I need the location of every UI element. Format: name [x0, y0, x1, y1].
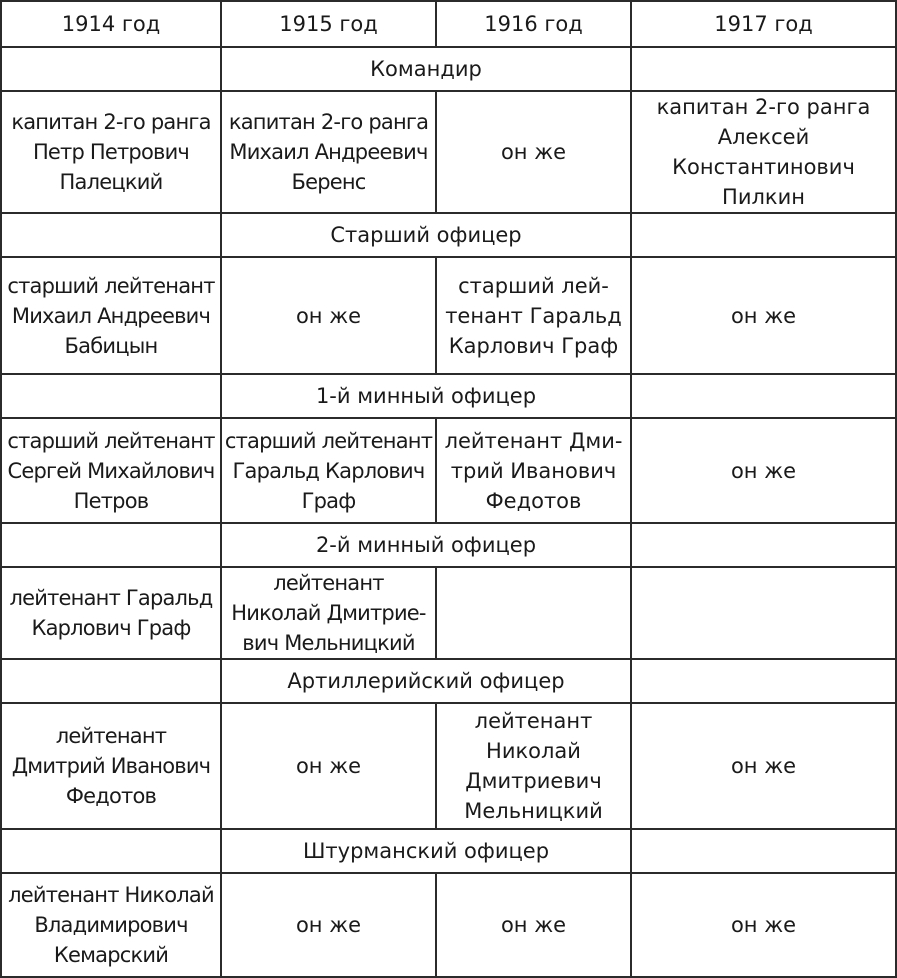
officer-cell	[631, 91, 896, 213]
cell-text-line: Карлович Граф	[31, 616, 191, 640]
officer-cell	[1, 418, 221, 523]
section-title: Старший офицер	[221, 213, 631, 257]
cell-text-line: он же	[730, 754, 797, 778]
officer-row	[1, 91, 896, 213]
empty-cell	[436, 567, 631, 659]
cell-text-line: старший лейтенант	[224, 428, 433, 453]
empty-cell	[631, 213, 896, 257]
cell-text-line: лейтенант	[474, 709, 593, 733]
cell-text-line: старший лей-	[458, 273, 609, 298]
cell-text-line: Гаральд Карлович	[232, 458, 425, 483]
cell-text-line: Сергей Михайлович	[7, 458, 215, 483]
officer-cell	[436, 703, 631, 829]
cell-text-line: Петр Петрович	[32, 140, 190, 164]
cell-text-line: Дмитриевич	[465, 769, 602, 793]
cell-text-line: Палецкий	[59, 170, 163, 194]
section-title: Командир	[221, 47, 631, 91]
section-header-row	[1, 659, 896, 703]
officer-cell	[221, 567, 436, 659]
year-header-cell: 1915 год	[221, 1, 436, 47]
officer-row	[1, 257, 896, 374]
section-header-row	[1, 47, 896, 91]
cell-text-line: лейтенант Николай	[8, 883, 214, 907]
cell-text-line: Константинович	[672, 155, 855, 179]
officer-cell	[436, 257, 631, 374]
year-header-cell: 1916 год	[436, 1, 631, 47]
officer-cell	[631, 703, 896, 829]
cell-text-line: он же	[295, 303, 362, 328]
cell-text-line: тенант Гаральд	[445, 303, 622, 328]
empty-cell	[1, 47, 221, 91]
empty-cell	[631, 567, 896, 659]
cell-text-line: Пилкин	[722, 185, 805, 209]
cell-text-line: вич Мельницкий	[242, 631, 415, 655]
officer-cell	[221, 418, 436, 523]
year-header-row	[1, 1, 896, 47]
officer-cell	[436, 873, 631, 977]
section-title: Артиллерийский офицер	[221, 659, 631, 703]
cell-text-line: Беренс	[291, 170, 366, 194]
section-header-row	[1, 374, 896, 418]
empty-cell	[1, 659, 221, 703]
cell-text-line: Петров	[73, 488, 149, 513]
officer-row	[1, 418, 896, 523]
empty-cell	[1, 829, 221, 873]
cell-text-line: Кемарский	[53, 943, 169, 967]
empty-cell	[1, 374, 221, 418]
officer-cell	[631, 418, 896, 523]
cell-text-line: Владимирович	[34, 913, 188, 937]
cell-text-line: капитан 2-го ранга	[11, 110, 211, 134]
cell-text-line: Алексей	[717, 125, 810, 149]
cell-text-line: Михаил Андреевич	[229, 140, 428, 164]
cell-text-line: Мельницкий	[464, 799, 603, 823]
cell-text-line: он же	[500, 913, 567, 937]
cell-text-line: он же	[295, 754, 362, 778]
empty-cell	[631, 523, 896, 567]
cell-text-line: он же	[730, 913, 797, 937]
officer-cell	[1, 91, 221, 213]
officer-cell	[1, 567, 221, 659]
empty-cell	[1, 523, 221, 567]
officer-cell	[1, 873, 221, 977]
officer-row	[1, 703, 896, 829]
cell-text-line: Дмитрий Иванович	[11, 754, 211, 778]
section-title: Штурманский офицер	[221, 829, 631, 873]
cell-text-line: Николай Дмитрие-	[231, 601, 426, 625]
officer-cell	[221, 703, 436, 829]
empty-cell	[631, 374, 896, 418]
cell-text-line: старший лейтенант	[7, 273, 215, 298]
cell-text-line: Граф	[301, 488, 356, 513]
officer-cell	[631, 873, 896, 977]
cell-text-line: он же	[730, 458, 797, 483]
year-header-cell: 1914 год	[1, 1, 221, 47]
section-title: 2-й минный офицер	[221, 523, 631, 567]
empty-cell	[631, 659, 896, 703]
cell-text-line: Федотов	[65, 784, 157, 808]
empty-cell	[631, 47, 896, 91]
officer-row	[1, 873, 896, 977]
officer-cell	[1, 257, 221, 374]
officer-cell	[436, 91, 631, 213]
officer-cell	[1, 703, 221, 829]
cell-text-line: трий Иванович	[450, 458, 617, 483]
officer-cell	[436, 418, 631, 523]
officer-row	[1, 567, 896, 659]
cell-text-line: капитан 2-го ранга	[228, 110, 429, 134]
officer-cell	[221, 257, 436, 374]
section-header-row	[1, 213, 896, 257]
cell-text-line: Николай	[486, 739, 581, 763]
cell-text-line: Федотов	[485, 488, 582, 513]
cell-text-line: Бабицын	[64, 333, 158, 358]
cell-text-line: Михаил Андреевич	[11, 303, 211, 328]
empty-cell	[1, 213, 221, 257]
cell-text-line: лейтенант	[273, 571, 384, 595]
cell-text-line: капитан 2-го ранга	[656, 95, 871, 119]
cell-text-line: он же	[500, 140, 567, 164]
section-title: 1-й минный офицер	[221, 374, 631, 418]
section-header-row	[1, 523, 896, 567]
cell-text-line: лейтенант Дми-	[444, 428, 623, 453]
section-header-row	[1, 829, 896, 873]
cell-text-line: старший лейтенант	[7, 428, 215, 453]
cell-text-line: он же	[730, 303, 797, 328]
officer-cell	[221, 91, 436, 213]
cell-text-line: лейтенант Гаральд	[9, 586, 213, 610]
officer-cell	[631, 257, 896, 374]
officer-cell	[221, 873, 436, 977]
cell-text-line: он же	[295, 913, 362, 937]
empty-cell	[631, 829, 896, 873]
year-header-cell: 1917 год	[631, 1, 896, 47]
cell-text-line: лейтенант	[55, 724, 167, 748]
cell-text-line: Карлович Граф	[448, 333, 619, 358]
